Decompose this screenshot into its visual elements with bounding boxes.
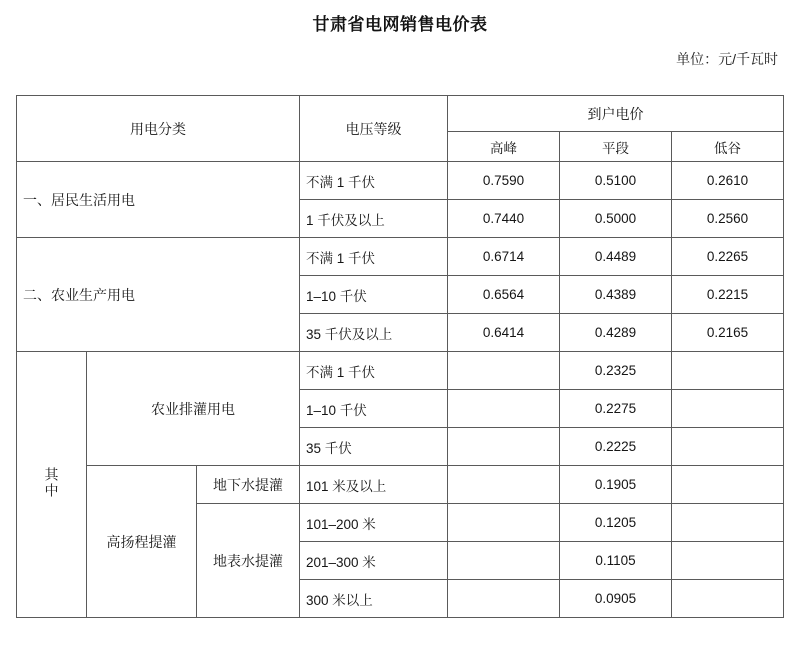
- price-flat: 0.2325: [560, 352, 672, 390]
- table-row: [17, 466, 784, 504]
- voltage-label: 不满 1 千伏: [300, 238, 448, 276]
- voltage-label: 1–10 千伏: [300, 276, 448, 314]
- price-peak: 0.7590: [448, 162, 560, 200]
- unit-note: 单位：元/千瓦时: [676, 51, 778, 67]
- price-valley: [672, 466, 784, 504]
- voltage-label: 300 米以上: [300, 580, 448, 618]
- electricity-price-table: [16, 95, 784, 618]
- table-row: [17, 352, 784, 390]
- page-title: 甘肃省电网销售电价表: [312, 15, 488, 34]
- price-peak: [448, 428, 560, 466]
- voltage-label: 35 千伏: [300, 428, 448, 466]
- price-peak: 0.7440: [448, 200, 560, 238]
- category-groundwater: 地下水提灌: [197, 466, 300, 504]
- category-agriculture: 二、农业生产用电: [17, 238, 300, 352]
- price-peak: [448, 504, 560, 542]
- voltage-label: 不满 1 千伏: [300, 162, 448, 200]
- price-valley: [672, 542, 784, 580]
- header-delivered-price: 到户电价: [448, 96, 784, 132]
- price-flat: 0.0905: [560, 580, 672, 618]
- price-flat: 0.2225: [560, 428, 672, 466]
- document-page: [0, 10, 800, 663]
- header-flat: 平段: [560, 132, 672, 162]
- price-peak: 0.6414: [448, 314, 560, 352]
- voltage-label: 101–200 米: [300, 504, 448, 542]
- table-header-row-1: [17, 96, 784, 132]
- price-flat: 0.5000: [560, 200, 672, 238]
- price-valley: [672, 504, 784, 542]
- price-valley: 0.2560: [672, 200, 784, 238]
- price-valley: [672, 352, 784, 390]
- header-category: 用电分类: [17, 96, 300, 162]
- price-valley: [672, 428, 784, 466]
- price-peak: [448, 542, 560, 580]
- price-peak: 0.6564: [448, 276, 560, 314]
- voltage-label: 35 千伏及以上: [300, 314, 448, 352]
- voltage-label: 101 米及以上: [300, 466, 448, 504]
- price-valley: 0.2610: [672, 162, 784, 200]
- price-flat: 0.4489: [560, 238, 672, 276]
- subsection-label-text: 其中: [43, 466, 60, 499]
- header-valley: 低谷: [672, 132, 784, 162]
- voltage-label: 201–300 米: [300, 542, 448, 580]
- table-row: [17, 162, 784, 200]
- price-peak: 0.6714: [448, 238, 560, 276]
- category-surface-water: 地表水提灌: [197, 504, 300, 618]
- price-table-container: [0, 95, 800, 618]
- price-flat: 0.4389: [560, 276, 672, 314]
- category-irrigation: 农业排灌用电: [87, 352, 300, 466]
- price-valley: 0.2165: [672, 314, 784, 352]
- price-valley: [672, 390, 784, 428]
- voltage-label: 1 千伏及以上: [300, 200, 448, 238]
- voltage-label: 1–10 千伏: [300, 390, 448, 428]
- price-flat: 0.1105: [560, 542, 672, 580]
- price-peak: [448, 352, 560, 390]
- price-flat: 0.2275: [560, 390, 672, 428]
- subsection-label: [17, 352, 87, 618]
- price-flat: 0.4289: [560, 314, 672, 352]
- price-valley: [672, 580, 784, 618]
- header-voltage-level: 电压等级: [300, 96, 448, 162]
- voltage-label: 不满 1 千伏: [300, 352, 448, 390]
- category-residential: 一、居民生活用电: [17, 162, 300, 238]
- price-valley: 0.2265: [672, 238, 784, 276]
- price-peak: [448, 466, 560, 504]
- price-peak: [448, 580, 560, 618]
- price-flat: 0.1205: [560, 504, 672, 542]
- price-flat: 0.1905: [560, 466, 672, 504]
- table-row: [17, 238, 784, 276]
- price-flat: 0.5100: [560, 162, 672, 200]
- price-valley: 0.2215: [672, 276, 784, 314]
- price-peak: [448, 390, 560, 428]
- category-high-lift: 高扬程提灌: [87, 466, 197, 618]
- header-peak: 高峰: [448, 132, 560, 162]
